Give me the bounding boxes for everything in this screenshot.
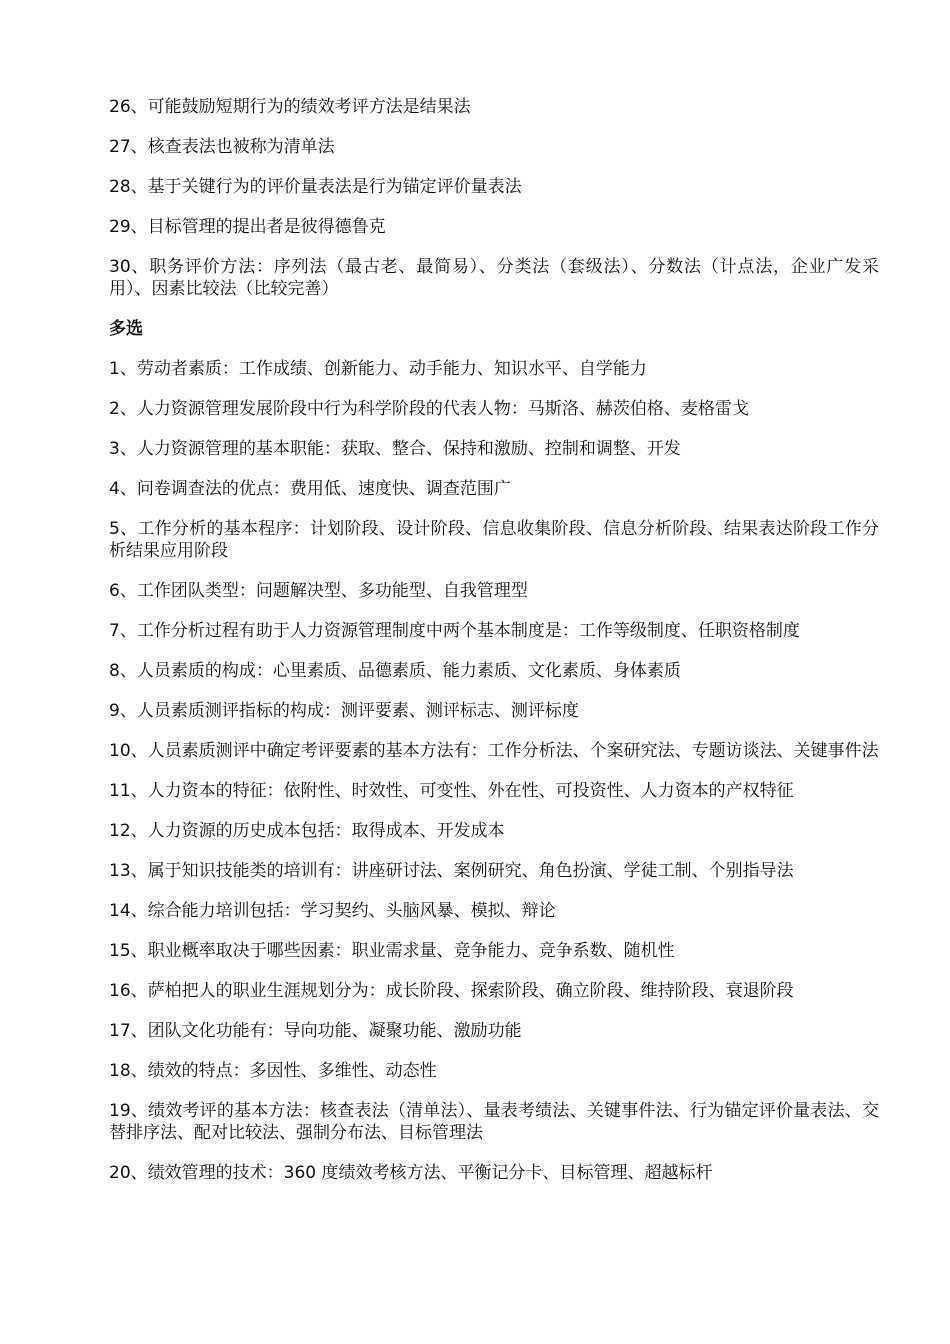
section-heading-multi-choice: 多选	[109, 319, 143, 339]
mc-item-16: 16、萨柏把人的职业生涯规划分为：成长阶段、探索阶段、确立阶段、维持阶段、衰退阶段	[109, 981, 794, 1001]
mc-item-3: 3、人力资源管理的基本职能：获取、整合、保持和激励、控制和调整、开发	[109, 439, 681, 459]
tf-item-27: 27、核查表法也被称为清单法	[109, 137, 335, 157]
mc-item-14: 14、综合能力培训包括：学习契约、头脑风暴、模拟、辩论	[109, 901, 556, 921]
mc-item-20: 20、绩效管理的技术：360 度绩效考核方法、平衡记分卡、目标管理、超越标杆	[109, 1163, 713, 1183]
mc-item-7: 7、工作分析过程有助于人力资源管理制度中两个基本制度是：工作等级制度、任职资格制度	[109, 621, 800, 641]
tf-item-30: 30、职务评价方法：序列法（最古老、最简易）、分类法（套级法）、分数法（计点法，企业广发采用）、因素比较法（比较完善）	[109, 257, 879, 299]
mc-item-4: 4、问卷调查法的优点：费用低、速度快、调查范围广	[109, 479, 511, 499]
mc-item-5: 5、工作分析的基本程序：计划阶段、设计阶段、信息收集阶段、信息分析阶段、结果表达阶段工作分析结果应用阶段	[109, 519, 879, 561]
mc-item-13: 13、属于知识技能类的培训有：讲座研讨法、案例研究、角色扮演、学徒工制、个别指导法	[109, 861, 794, 881]
document-page	[109, 96, 879, 1202]
mc-item-19: 19、绩效考评的基本方法：核查表法（清单法）、量表考绩法、关键事件法、行为锚定评价量表法、交替排序法、配对比较法、强制分布法、目标管理法	[109, 1101, 879, 1143]
mc-item-1: 1、劳动者素质：工作成绩、创新能力、动手能力、知识水平、自学能力	[109, 359, 647, 379]
mc-item-8: 8、人员素质的构成：心里素质、品德素质、能力素质、文化素质、身体素质	[109, 661, 681, 681]
mc-item-15: 15、职业概率取决于哪些因素：职业需求量、竞争能力、竞争系数、随机性	[109, 941, 675, 961]
tf-item-26: 26、可能鼓励短期行为的绩效考评方法是结果法	[109, 97, 471, 117]
mc-item-10: 10、人员素质测评中确定考评要素的基本方法有：工作分析法、个案研究法、专题访谈法、关键事件法	[109, 741, 879, 761]
mc-item-6: 6、工作团队类型：问题解决型、多功能型、自我管理型	[109, 581, 528, 601]
mc-item-11: 11、人力资本的特征：依附性、时效性、可变性、外在性、可投资性、人力资本的产权特征	[109, 781, 794, 801]
mc-item-12: 12、人力资源的历史成本包括：取得成本、开发成本	[109, 821, 505, 841]
mc-item-9: 9、人员素质测评指标的构成：测评要素、测评标志、测评标度	[109, 701, 579, 721]
tf-item-28: 28、基于关键行为的评价量表法是行为锚定评价量表法	[109, 177, 522, 197]
mc-item-18: 18、绩效的特点：多因性、多维性、动态性	[109, 1061, 437, 1081]
tf-item-29: 29、目标管理的提出者是彼得德鲁克	[109, 217, 386, 237]
mc-item-17: 17、团队文化功能有：导向功能、凝聚功能、激励功能	[109, 1021, 522, 1041]
mc-item-2: 2、人力资源管理发展阶段中行为科学阶段的代表人物：马斯洛、赫茨伯格、麦格雷戈	[109, 399, 749, 419]
